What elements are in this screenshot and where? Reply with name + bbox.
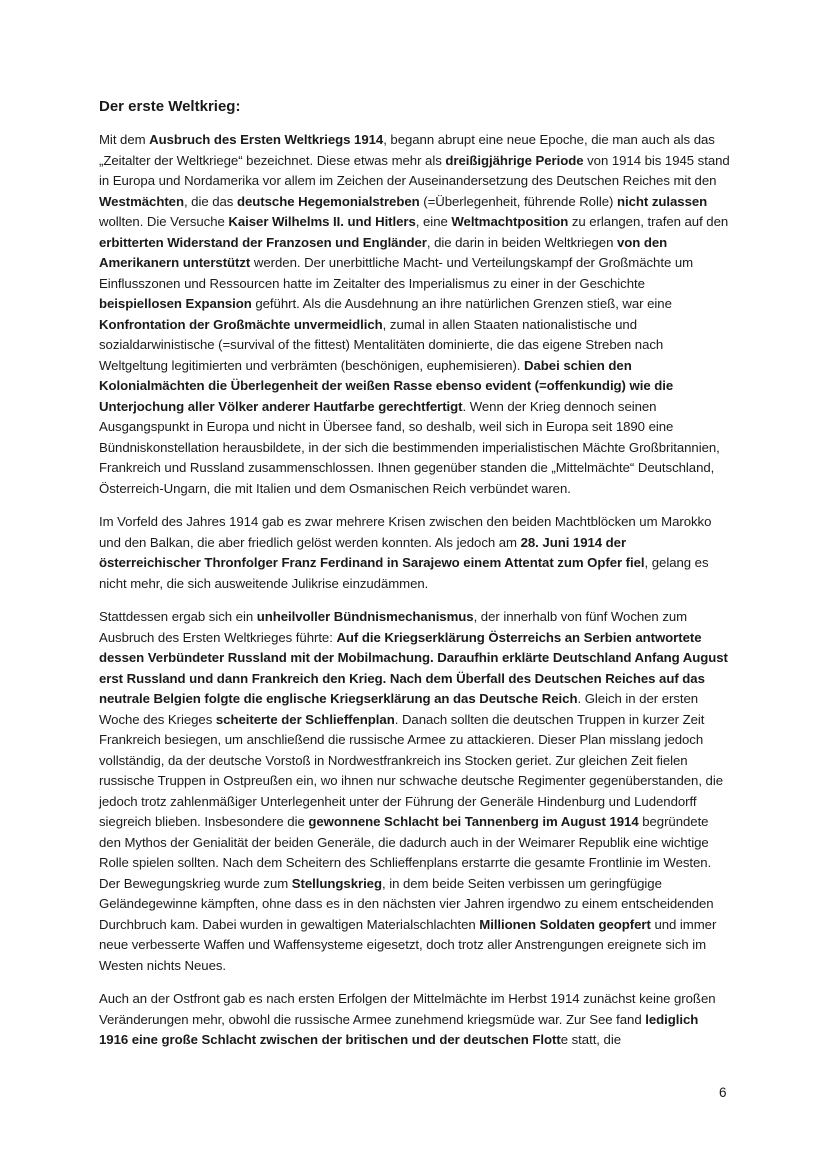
paragraph-1 <box>99 130 731 499</box>
text-run: . Gleich in der ersten Woche des Krieges <box>99 691 699 727</box>
bold-text-run: unheilvoller Bündnismechanismus <box>256 609 474 624</box>
bold-text-run: nicht zulassen <box>616 193 708 209</box>
text-run: . Danach sollten die deutschen Truppen in kurzer Zeit Frankreich besiegen, um anschließend die russische Armee zu attackieren. Dieser Plan misslang jedoch vollständig, da der deutsche Vorstoß in Nordwestfrankreich ins Stocken geriet. Zur gleichen Zeit fielen russische Truppen in Ostpreußen ein, wo ihnen nur schwache deutsche Regimenter gegenüberstanden, die jedoch trotz zahlenmäßiger Unterlegenheit unter der Führung der Generäle Hindenburg und Ludendorff siegreich blieben. Insbesondere die <box>99 711 723 829</box>
text-run: (=Überlegenheit, führende Rolle) <box>419 193 617 209</box>
text-run: wollten. Die Versuche <box>99 214 229 229</box>
bold-text-run: 28. Juni 1914 der österreichischer Thronfolger Franz Ferdinand in Sarajewo einem Attentat zum Opfer fiel <box>99 534 645 570</box>
bold-text-run: Konfrontation der Großmächte unvermeidlich <box>99 316 383 332</box>
text-run: zu erlangen, trafen auf den <box>568 214 729 229</box>
bold-text-run: von den Amerikanern unterstützt <box>99 234 668 270</box>
text-run: Auch an der Ostfront gab es nach ersten Erfolgen der Mittelmächte im Herbst 1914 zunächst keine großen Veränderungen mehr, obwohl die russische Armee zunehmend kriegsmüde war. Zur See fand <box>99 991 716 1027</box>
bold-text-run: Auf die Kriegserklärung Österreichs an Serbien antwortete dessen Verbündeter Russland mit der Mobilmachung. Daraufhin erklärte Deutschland Anfang August erst Russland und dann Frankreich den Krieg. Nach dem Überfall des Deutschen Reiches auf das neutrale Belgien folgte die englische Kriegserklärung an das Deutsche Reich <box>99 629 728 706</box>
text-run: e statt, die <box>560 1032 621 1047</box>
text-run: begründete den Mythos der Genialität der beiden Generäle, die dadurch auch in der Weimarer Republik eine wichtige Rolle spielen sollten. Nach dem Scheitern des Schlieffenplans erstarrte die gesamte Frontlinie im Westen. Der Bewegungskrieg wurde zum <box>99 814 712 891</box>
bold-text-run: gewonnene Schlacht bei Tannenberg im August 1914 <box>308 814 639 829</box>
bold-text-run: Millionen Soldaten geopfert <box>479 916 651 932</box>
bold-text-run: Dabei schien den Kolonialmächten die Überlegenheit der weißen Rasse ebenso evident (=offenkundig) wie die Unterjochung aller Völker anderer Hautfarbe gerechtfertigt <box>99 357 674 414</box>
text-run: , eine <box>415 214 452 229</box>
bold-text-run: lediglich 1916 eine große Schlacht zwischen der britischen und der deutschen Flott <box>99 1011 699 1047</box>
bold-text-run: erbitterten Widerstand der Franzosen und Engländer <box>99 234 427 250</box>
section-heading: Der erste Weltkrieg: <box>99 98 241 115</box>
text-run: , die darin in beiden Weltkriegen <box>426 234 617 250</box>
bold-text-run: Stellungskrieg <box>291 875 382 891</box>
document-body <box>99 98 731 1064</box>
text-run: und immer neue verbesserte Waffen und Waffensysteme eigesetzt, doch trotz aller Anstrengungen ereignete sich im Westen nichts Neues. <box>99 916 717 973</box>
text-run: geführt. Als die Ausdehnung an ihre natürlichen Grenzen stieß, war eine <box>251 296 672 311</box>
text-run: , die das <box>183 193 237 209</box>
text-run: Stattdessen ergab sich ein <box>99 609 257 624</box>
text-run: , zumal in allen Staaten nationalistische und sozialdarwinistische (=survival of the fittest) Mentalitäten dominierte, die das eigene Streben nach Weltgeltung legitimierten und verbrämten (beschönigen, euphemisieren). <box>99 316 664 373</box>
bold-text-run: Weltmachtposition <box>451 214 569 229</box>
text-run: . Wenn der Krieg dennoch seinen Ausgangspunkt in Europa und nicht in Übersee fand, so deshalb, weil sich in Europa seit 1890 eine Bündniskonstellation herausbildete, in der sich die bestimmenden imperialistischen Mächte Großbritannien, Frankreich und Russland zusammenschlossen. Ihnen gegenüber standen die „Mittelmächte“ Deutschland, Österreich-Ungarn, die mit Italien und dem Osmanischen Reich verbündet waren. <box>99 398 720 496</box>
text-run: von 1914 bis 1945 stand in Europa und Nordamerika vor allem im Zeichen der Auseinandersetzung des Deutschen Reiches mit den <box>99 152 730 188</box>
bold-text-run: beispiellosen Expansion <box>99 296 252 311</box>
text-run: , der innerhalb von fünf Wochen zum Ausbruch des Ersten Weltkrieges führte: <box>99 609 688 645</box>
paragraph-3 <box>99 607 731 976</box>
bold-text-run: Westmächten <box>99 193 184 209</box>
bold-text-run: dreißigjährige Periode <box>445 152 584 168</box>
text-run: werden. Der unerbittliche Macht- und Verteilungskampf der Großmächte um Einflusszonen und Ressourcen hatte im Zeitalter des Imperialismus zu einer in der Geschichte <box>99 255 694 291</box>
text-run: Mit dem <box>99 132 150 147</box>
page-number: 6 <box>719 1085 727 1100</box>
paragraph-4 <box>99 989 731 1051</box>
bold-text-run: Kaiser Wilhelms II. und Hitlers <box>228 214 416 229</box>
text-run: , in dem beide Seiten verbissen um geringfügige Geländegewinne kämpften, ohne dass es in den nächsten vier Jahren irgendwo zu einem entscheidenden Durchbruch kam. Dabei wurden in gewaltigen Materialschlachten <box>99 875 714 932</box>
bold-text-run: deutsche Hegemonialstreben <box>236 193 420 209</box>
paragraph-2 <box>99 512 731 594</box>
text-run: , begann abrupt eine neue Epoche, die man auch als das „Zeitalter der Weltkriege“ bezeichnet. Diese etwas mehr als <box>99 132 715 168</box>
text-run: Im Vorfeld des Jahres 1914 gab es zwar mehrere Krisen zwischen den beiden Machtblöcken um Marokko und den Balkan, die aber friedlich gelöst werden konnten. Als jedoch am <box>99 514 712 550</box>
bold-text-run: Ausbruch des Ersten Weltkriegs 1914 <box>149 132 384 147</box>
bold-text-run: scheiterte der Schlieffenplan <box>215 711 395 727</box>
text-run: , gelang es nicht mehr, die sich ausweitende Julikrise einzudämmen. <box>99 555 709 591</box>
